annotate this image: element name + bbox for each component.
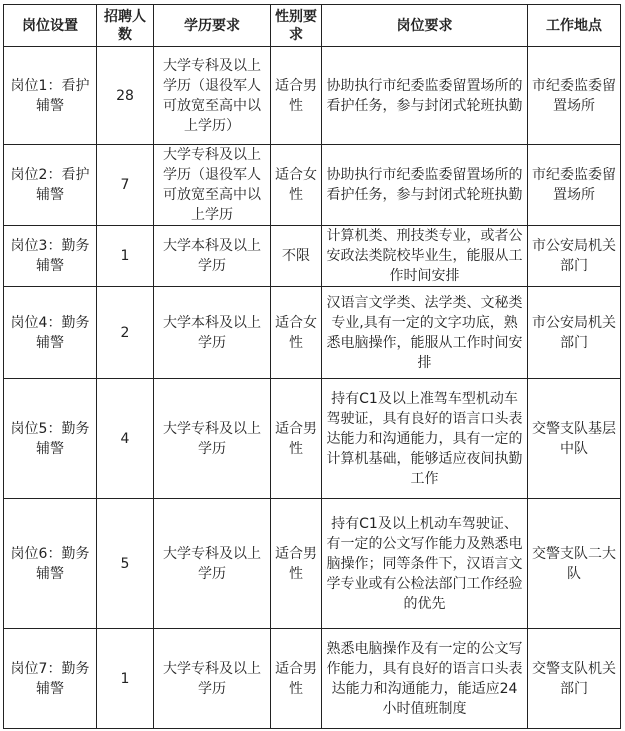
cell-requirements: 协助执行市纪委监委留置场所的看护任务，参与封闭式轮班执勤 bbox=[322, 47, 528, 145]
cell-education: 大学专科及以上学历（退役军人可放宽至高中以上学历 bbox=[154, 145, 271, 226]
cell-requirements: 持有C1及以上机动车驾驶证、有一定的公文写作能力及熟悉电脑操作；同等条件下，汉语言文学专业或有公检法部门工作经验的优先 bbox=[322, 499, 528, 629]
cell-education: 大学本科及以上学历 bbox=[154, 287, 271, 379]
cell-location: 市公安局机关部门 bbox=[528, 287, 621, 379]
cell-gender: 适合男性 bbox=[271, 629, 322, 729]
table-row bbox=[4, 47, 621, 145]
header-gender: 性别要求 bbox=[271, 5, 322, 47]
cell-post: 岗位2：看护辅警 bbox=[4, 145, 97, 226]
header-row bbox=[4, 5, 621, 47]
cell-education: 大学专科及以上学历 bbox=[154, 379, 271, 499]
cell-post: 岗位1：看护辅警 bbox=[4, 47, 97, 145]
cell-education: 大学专科及以上学历 bbox=[154, 629, 271, 729]
table-row bbox=[4, 499, 621, 629]
cell-location: 市纪委监委留置场所 bbox=[528, 47, 621, 145]
cell-requirements: 持有C1及以上准驾车型机动车驾驶证，具有良好的语言口头表达能力和沟通能力，具有一定的计算机基础，能够适应夜间执勤工作 bbox=[322, 379, 528, 499]
cell-count: 1 bbox=[97, 226, 154, 287]
cell-gender: 适合男性 bbox=[271, 379, 322, 499]
cell-gender: 适合女性 bbox=[271, 287, 322, 379]
cell-education: 大学专科及以上学历 bbox=[154, 499, 271, 629]
cell-location: 市公安局机关部门 bbox=[528, 226, 621, 287]
header-requirements: 岗位要求 bbox=[322, 5, 528, 47]
cell-education: 大学专科及以上学历（退役军人可放宽至高中以上学历） bbox=[154, 47, 271, 145]
table-row bbox=[4, 629, 621, 729]
cell-requirements: 计算机类、刑技类专业，或者公安政法类院校毕业生，能服从工作时间安排 bbox=[322, 226, 528, 287]
cell-requirements: 熟悉电脑操作及有一定的公文写作能力，具有良好的语言口头表达能力和沟通能力，能适应24小时值班制度 bbox=[322, 629, 528, 729]
header-location: 工作地点 bbox=[528, 5, 621, 47]
cell-education: 大学本科及以上学历 bbox=[154, 226, 271, 287]
table-row bbox=[4, 379, 621, 499]
header-count: 招聘人数 bbox=[97, 5, 154, 47]
cell-requirements: 协助执行市纪委监委留置场所的看护任务，参与封闭式轮班执勤 bbox=[322, 145, 528, 226]
header-post: 岗位设置 bbox=[4, 5, 97, 47]
cell-location: 交警支队机关部门 bbox=[528, 629, 621, 729]
cell-count: 7 bbox=[97, 145, 154, 226]
cell-post: 岗位6：勤务辅警 bbox=[4, 499, 97, 629]
table-row bbox=[4, 287, 621, 379]
cell-post: 岗位3：勤务辅警 bbox=[4, 226, 97, 287]
cell-count: 2 bbox=[97, 287, 154, 379]
cell-post: 岗位7：勤务辅警 bbox=[4, 629, 97, 729]
cell-requirements: 汉语言文学类、法学类、文秘类专业,具有一定的文字功底，熟悉电脑操作，能服从工作时间安排 bbox=[322, 287, 528, 379]
cell-gender: 适合女性 bbox=[271, 145, 322, 226]
cell-post: 岗位4：勤务辅警 bbox=[4, 287, 97, 379]
cell-count: 4 bbox=[97, 379, 154, 499]
cell-gender: 不限 bbox=[271, 226, 322, 287]
cell-location: 交警支队二大队 bbox=[528, 499, 621, 629]
cell-gender: 适合男性 bbox=[271, 499, 322, 629]
cell-count: 28 bbox=[97, 47, 154, 145]
cell-location: 交警支队基层中队 bbox=[528, 379, 621, 499]
cell-post: 岗位5：勤务辅警 bbox=[4, 379, 97, 499]
header-education: 学历要求 bbox=[154, 5, 271, 47]
table-row bbox=[4, 145, 621, 226]
cell-count: 5 bbox=[97, 499, 154, 629]
cell-gender: 适合男性 bbox=[271, 47, 322, 145]
table-row bbox=[4, 226, 621, 287]
cell-count: 1 bbox=[97, 629, 154, 729]
cell-location: 市纪委监委留置场所 bbox=[528, 145, 621, 226]
recruitment-table bbox=[3, 4, 621, 729]
